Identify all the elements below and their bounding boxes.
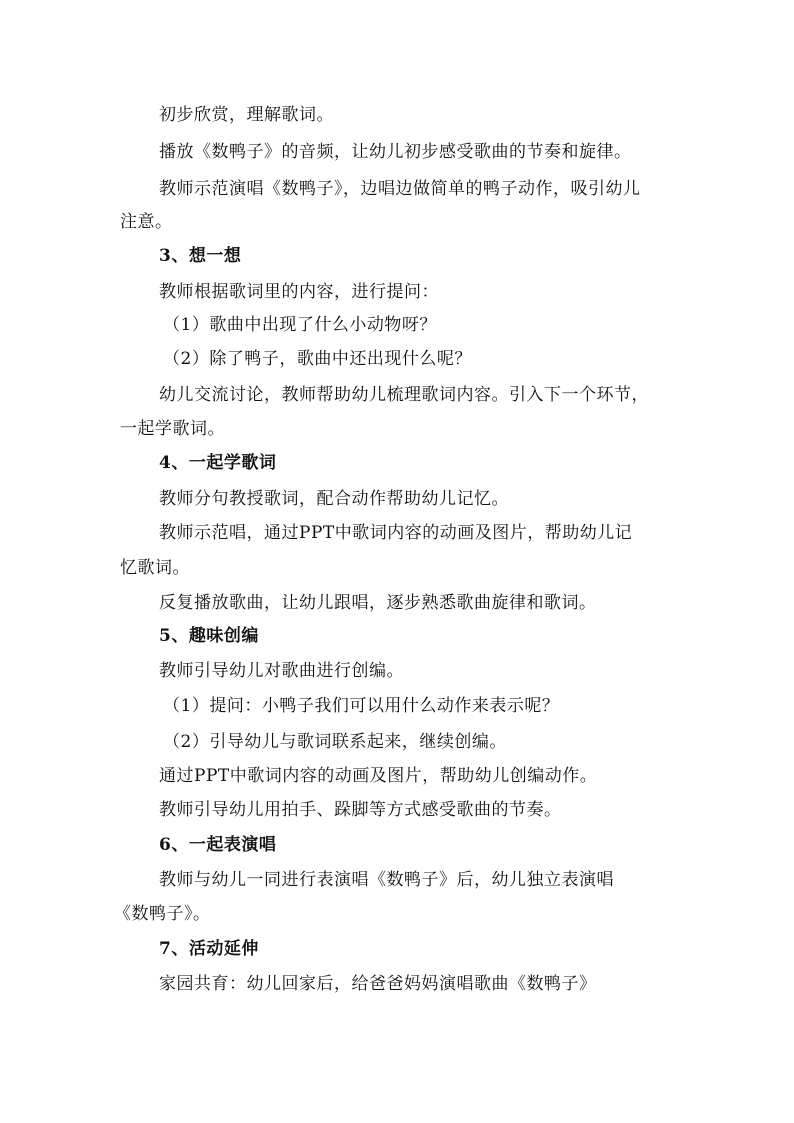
text-line: 幼儿交流讨论，教师帮助幼儿梳理歌词内容。引入下一个环节，: [159, 385, 649, 405]
text-line: 教师引导幼儿用拍手、跺脚等方式感受歌曲的节奏。: [159, 800, 562, 820]
text-line: 教师引导幼儿对歌曲进行创编。: [159, 661, 404, 681]
list-item: （1）歌曲中出现了什么小动物呀？: [163, 315, 437, 335]
text-line: 教师根据歌词里的内容，进行提问：: [159, 282, 439, 302]
list-item: （1）提问：小鸭子我们可以用什么动作来表示呢？: [163, 696, 560, 716]
text-line: 注意。: [120, 212, 173, 232]
text-line: 忆歌词。: [120, 558, 190, 578]
text-line: 初步欣赏，理解歌词。: [159, 105, 334, 125]
list-item: （2）除了鸭子，歌曲中还出现什么呢？: [163, 349, 472, 369]
text-line: 反复播放歌曲，让幼儿跟唱，逐步熟悉歌曲旋律和歌词。: [159, 593, 597, 613]
text-line: 家园共育：幼儿回家后，给爸爸妈妈演唱歌曲《数鸭子》: [159, 974, 597, 994]
text-line: 教师示范唱，通过PPT中歌词内容的动画及图片，帮助幼儿记: [159, 523, 633, 543]
section-heading: 4、一起学歌词: [159, 453, 277, 473]
text-line: 教师分句教授歌词，配合动作帮助幼儿记忆。: [159, 489, 509, 509]
text-line: 播放《数鸭子》的音频，让幼儿初步感受歌曲的节奏和旋律。: [159, 142, 632, 162]
text-line: 一起学歌词。: [120, 419, 225, 439]
section-heading: 5、趣味创编: [159, 626, 259, 646]
text-line: 教师示范演唱《数鸭子》，边唱边做简单的鸭子动作，吸引幼儿: [159, 179, 641, 199]
text-line: 《数鸭子》。: [114, 904, 211, 924]
section-heading: 3、想一想: [159, 246, 242, 266]
section-heading: 7、活动延伸: [159, 939, 259, 959]
text-line: 教师与幼儿一同进行表演唱《数鸭子》后，幼儿独立表演唱: [159, 870, 614, 890]
section-heading: 6、一起表演唱: [159, 835, 277, 855]
list-item: （2）引导幼儿与歌词联系起来，继续创编。: [163, 732, 507, 752]
text-line: 通过PPT中歌词内容的动画及图片，帮助幼儿创编动作。: [159, 766, 598, 786]
